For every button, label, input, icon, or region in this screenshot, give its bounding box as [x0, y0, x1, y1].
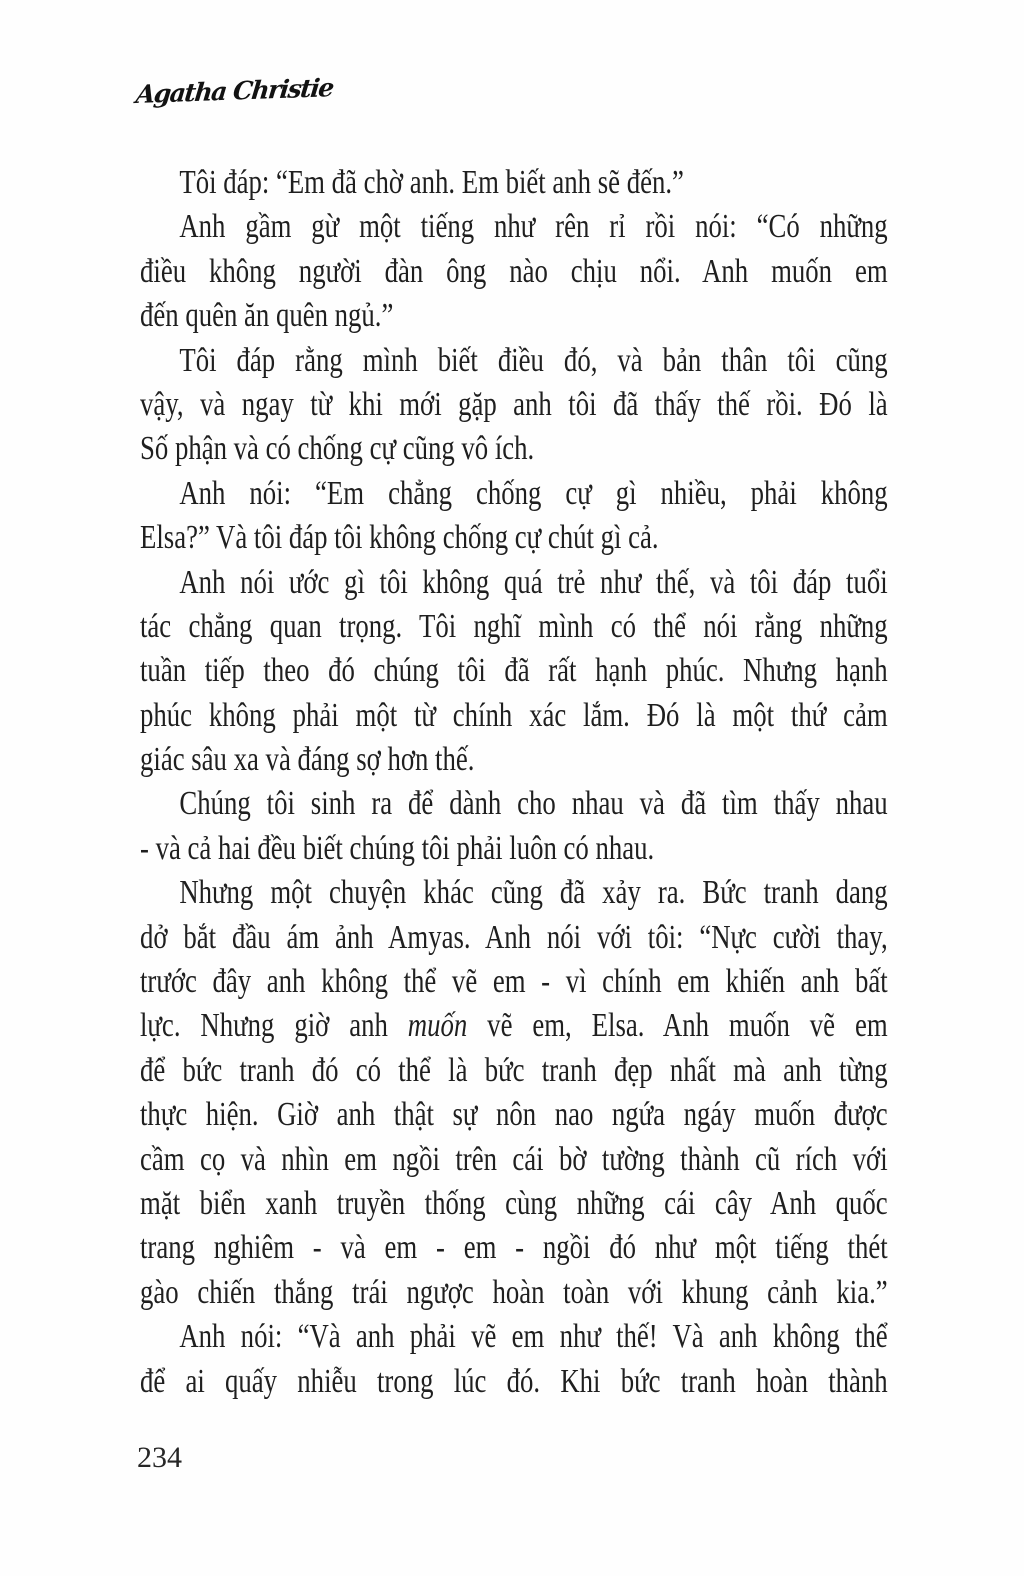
text-line: Nhưng một chuyện khác cũng đã xảy ra. Bức tranh dang: [179, 874, 888, 912]
text-line: gào chiến thắng trái ngược hoàn toàn với khung cảnh kia.”: [140, 1273, 888, 1311]
text-line: phúc không phải một từ chính xác lắm. Đó là một thứ cảm: [140, 696, 888, 734]
text-line: Anh gầm gừ một tiếng như rên rỉ rồi nói: “Có những: [179, 208, 888, 246]
text-line: Tôi đáp rằng mình biết điều đó, và bản thân tôi cũng: [179, 341, 888, 379]
text-line: tuần tiếp theo đó chúng tôi đã rất hạnh phúc. Nhưng hạnh: [140, 652, 888, 690]
text-block: [140, 161, 888, 1404]
text-line: vậy, và ngay từ khi mới gặp anh tôi đã thấy thế rồi. Đó là: [140, 385, 888, 423]
text-line: cầm cọ và nhìn em ngồi trên cái bờ tường thành cũ rích với: [140, 1140, 888, 1178]
text-line: Anh nói: “Em chẳng chống cự gì nhiều, phải không: [179, 474, 888, 512]
text-line: dở bắt đầu ám ảnh Amyas. Anh nói với tôi: “Nực cười thay,: [140, 918, 888, 956]
text-line: để bức tranh đó có thể là bức tranh đẹp nhất mà anh từng: [140, 1051, 888, 1089]
text-line: điều không người đàn ông nào chịu nổi. Anh muốn em: [140, 252, 888, 290]
text-line: Chúng tôi sinh ra để dành cho nhau và đã tìm thấy nhau: [179, 785, 888, 823]
text-line: - và cả hai đều biết chúng tôi phải luôn có nhau.: [140, 829, 655, 867]
agatha-christie-signature-logo: Agatha Christie: [134, 73, 335, 110]
text-line: thực hiện. Giờ anh thật sự nôn nao ngứa ngáy muốn được: [140, 1096, 888, 1134]
text-line: lực. Nhưng giờ anh muốn vẽ em, Elsa. Anh muốn vẽ em: [140, 1007, 888, 1045]
text-line: Anh nói: “Và anh phải vẽ em như thế! Và anh không thể: [179, 1318, 888, 1356]
text-line: Elsa?” Và tôi đáp tôi không chống cự chút gì cả.: [140, 519, 659, 557]
text-line: Số phận và có chống cự cũng vô ích.: [140, 430, 535, 468]
page-number: 234: [137, 1441, 182, 1474]
text-line: để ai quấy nhiễu trong lúc đó. Khi bức tranh hoàn thành: [140, 1362, 888, 1400]
text-line: Anh nói ước gì tôi không quá trẻ như thế, và tôi đáp tuổi: [179, 563, 888, 601]
text-line: mặt biển xanh truyền thống cùng những cái cây Anh quốc: [140, 1184, 888, 1222]
text-line: giác sâu xa và đáng sợ hơn thế.: [140, 741, 475, 779]
text-line: Tôi đáp: “Em đã chờ anh. Em biết anh sẽ đến.”: [179, 164, 684, 201]
text-line: trang nghiêm - và em - em - ngồi đó như một tiếng thét: [140, 1229, 888, 1267]
text-line: tác chẳng quan trọng. Tôi nghĩ mình có thể nói rằng những: [140, 607, 888, 645]
text-line: đến quên ăn quên ngủ.”: [140, 297, 394, 335]
text-line: trước đây anh không thể vẽ em - vì chính em khiến anh bất: [140, 963, 888, 1001]
